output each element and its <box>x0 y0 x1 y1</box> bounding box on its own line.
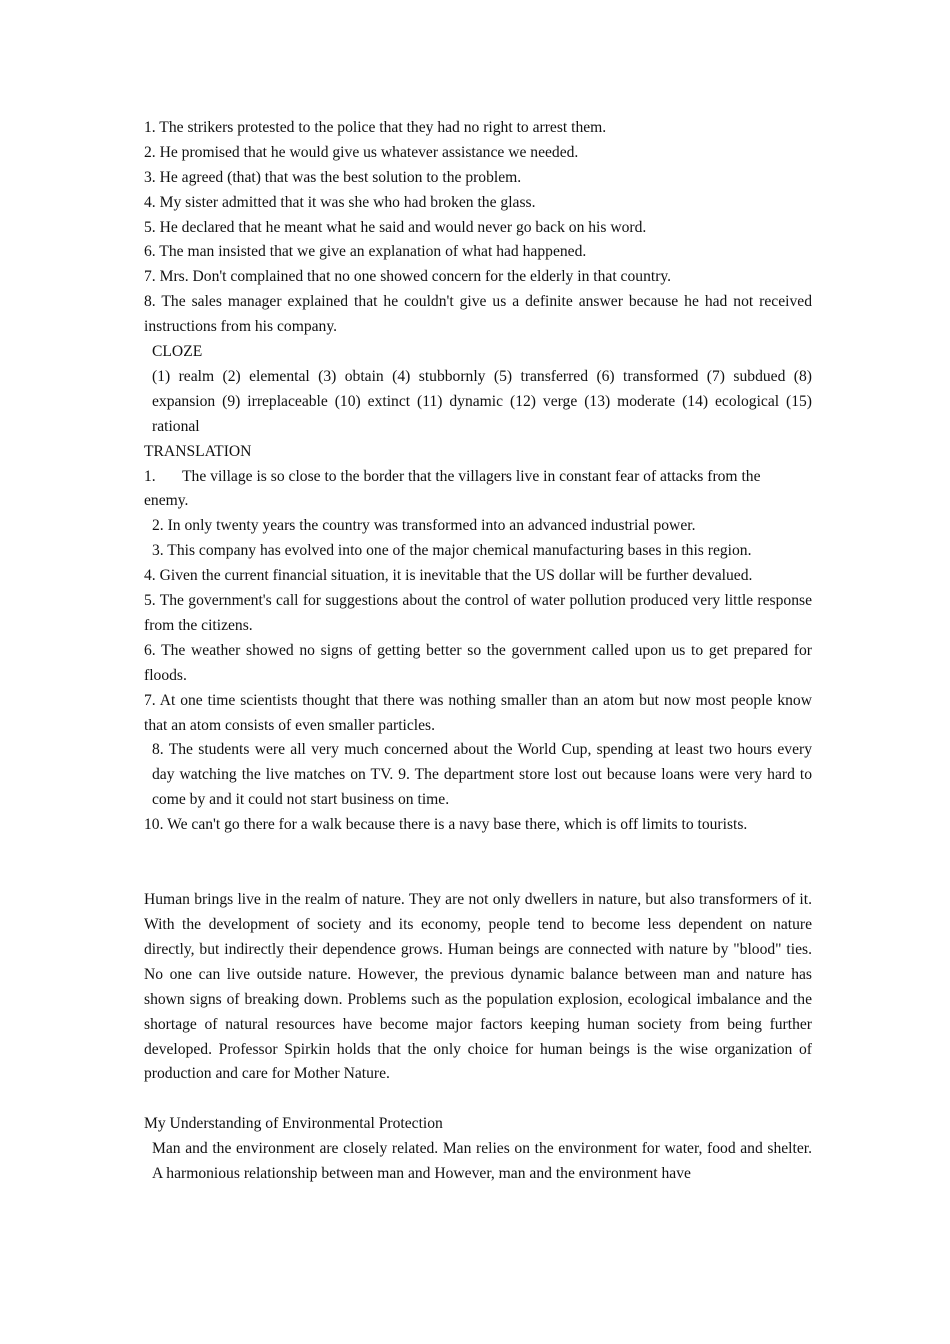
translation-item-1-number: 1. <box>144 467 156 485</box>
sentence-5: 5. He declared that he meant what he said and would never go back on his word. <box>144 218 647 236</box>
essay-title: My Understanding of Environmental Protection <box>144 1115 443 1133</box>
sentence-3: 3. He agreed (that) that was the best solution to the problem. <box>144 168 522 186</box>
translation-item-1 <box>144 465 812 490</box>
section-spacer <box>144 1087 812 1112</box>
sentence-8: 8. The sales manager explained that he couldn't give us a definite answer because he had not received instructions from his company. <box>144 293 812 336</box>
translation-item-6: 6. The weather showed no signs of getting better so the government called upon us to get prepared for floods. <box>144 641 812 684</box>
translation-item-7: 7. At one time scientists thought that there was nothing smaller than an atom but now most people know that an atom consists of even smaller particles. <box>144 691 812 734</box>
section-spacer <box>144 838 812 888</box>
translation-item-2: 2. In only twenty years the country was transformed into an advanced industrial power. <box>152 517 696 535</box>
essay-body: Man and the environment are closely related. Man relies on the environment for water, food and shelter. A harmonious relationship between man and However, man and the environment have <box>152 1140 812 1183</box>
translation-item-8-9: 8. The students were all very much concerned about the World Cup, spending at least two hours every day watching the live matches on TV. 9. The department store lost out because loans were very hard to come by and it could not start business on time. <box>152 741 812 809</box>
translation-item-4: 4. Given the current financial situation, it is inevitable that the US dollar will be further devalued. <box>144 567 753 585</box>
summary-paragraph: Human brings live in the realm of nature. They are not only dwellers in nature, but also transformers of it. With the development of society and its economy, people tend to become less dependent on nature directly, but indirectly their dependence grows. Human beings are connected with nature by "blood" ties. No one can live outside nature. However, the previous dynamic balance between man and nature has shown signs of breaking down. Problems such as the population explosion, ecological imbalance and the shortage of natural resources have become major factors keeping human society from being further developed. Professor Spirkin holds that the only choice for human beings is the wise organization of production and care for Mother Nature. <box>144 891 812 1083</box>
translation-item-5: 5. The government's call for suggestions about the control of water pollution produced very little response from the citizens. <box>144 592 812 634</box>
sentence-1: 1. The strikers protested to the police that they had no right to arrest them. <box>144 119 607 136</box>
sentence-6: 6. The man insisted that we give an explanation of what had happened. <box>144 243 587 261</box>
translation-item-10: 10. We can't go there for a walk because there is a navy base there, which is off limits to tourists. <box>144 816 748 834</box>
translation-heading: TRANSLATION <box>144 442 252 460</box>
sentence-7: 7. Mrs. Don't complained that no one showed concern for the elderly in that country. <box>144 268 672 286</box>
cloze-heading: CLOZE <box>152 343 203 361</box>
sentence-2: 2. He promised that he would give us whatever assistance we needed. <box>144 143 579 161</box>
document-page <box>144 116 812 1187</box>
cloze-answers: (1) realm (2) elemental (3) obtain (4) stubbornly (5) transferred (6) transformed (7) subdued (8) expansion (9) irreplaceable (10) extinct (11) dynamic (12) verge (13) moderate (14) ecological (15) rational <box>152 367 812 435</box>
translation-item-1-text: The village is so close to the border that the villagers live in constant fear of attacks from the <box>182 467 761 485</box>
translation-item-1-continued: enemy. <box>144 492 189 510</box>
translation-item-3: 3. This company has evolved into one of the major chemical manufacturing bases in this region. <box>152 542 752 560</box>
sentence-4: 4. My sister admitted that it was she who had broken the glass. <box>144 193 536 211</box>
